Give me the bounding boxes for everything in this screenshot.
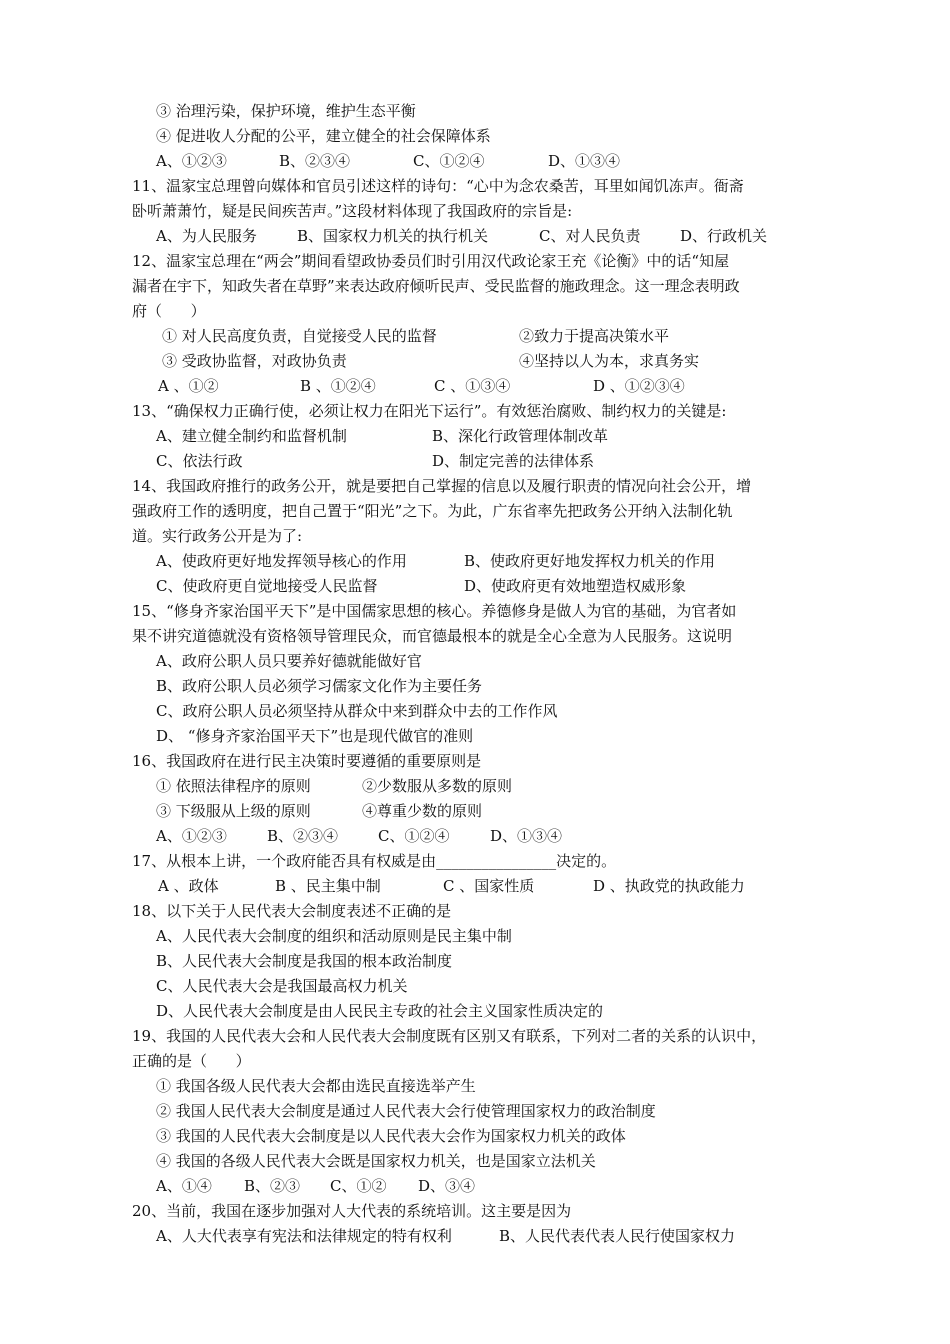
q12-option-a: A 、①② bbox=[158, 377, 219, 395]
q10-option-b: B、②③④ bbox=[279, 152, 351, 170]
q14-stem-line3: 道。实行政务公开是为了: bbox=[132, 527, 303, 545]
q11-stem-line1: 11、温家宝总理曾向媒体和官员引述这样的诗句：“心中为念农桑苦，耳里如闻饥冻声。衙斋 bbox=[132, 177, 744, 195]
q19-item-2: ② 我国人民代表大会制度是通过人民代表大会行使管理国家权力的政治制度 bbox=[156, 1102, 656, 1120]
q19-option-d: D、③④ bbox=[418, 1177, 476, 1195]
q18-option-c: C、人民代表大会是我国最高权力机关 bbox=[156, 977, 408, 995]
q19-stem-line1: 19、我国的人民代表大会和人民代表大会制度既有区别又有联系，下列对二者的关系的认识中， bbox=[132, 1027, 767, 1045]
q10-item-3: ③ 治理污染，保护环境，维护生态平衡 bbox=[156, 102, 416, 120]
q18-option-b: B、人民代表大会制度是我国的根本政治制度 bbox=[156, 952, 453, 970]
q16-item-2: ②少数服从多数的原则 bbox=[362, 777, 513, 795]
q14-option-a: A、使政府更好地发挥领导核心的作用 bbox=[156, 552, 407, 570]
q16-item-4: ④尊重少数的原则 bbox=[362, 802, 483, 820]
q13-option-b: B、深化行政管理体制改革 bbox=[432, 427, 609, 445]
q10-option-c: C、①②④ bbox=[413, 152, 485, 170]
q12-option-d: D 、①②③④ bbox=[593, 377, 685, 395]
q19-item-1: ① 我国各级人民代表大会都由选民直接选举产生 bbox=[156, 1077, 476, 1095]
q14-stem-line1: 14、我国政府推行的政务公开，就是要把自己掌握的信息以及履行职责的情况向社会公开，增 bbox=[132, 477, 752, 495]
q16-stem-line1: 16、我国政府在进行民主决策时要遵循的重要原则是 bbox=[132, 752, 482, 770]
q15-option-b: B、政府公职人员必须学习儒家文化作为主要任务 bbox=[156, 677, 483, 695]
q18-stem-line1: 18、以下关于人民代表大会制度表述不正确的是 bbox=[132, 902, 452, 920]
q11-option-b: B、国家权力机关的执行机关 bbox=[297, 227, 489, 245]
q10-option-a: A、①②③ bbox=[156, 152, 227, 170]
q19-option-c: C、①② bbox=[330, 1177, 387, 1195]
q17-answer-blank[interactable]: ________________ bbox=[436, 852, 557, 870]
q20-stem-line1: 20、当前，我国在逐步加强对人大代表的系统培训。这主要是因为 bbox=[132, 1202, 572, 1220]
q19-stem-line2: 正确的是（ ） bbox=[132, 1052, 251, 1070]
q17-stem bbox=[132, 851, 616, 871]
q16-option-b: B、②③④ bbox=[267, 827, 339, 845]
q18-option-d: D、人民代表大会制度是由人民民主专政的社会主义国家性质决定的 bbox=[156, 1002, 604, 1020]
q12-stem-line3: 府（ ） bbox=[132, 302, 206, 320]
q12-option-b: B 、①②④ bbox=[300, 377, 376, 395]
q10-option-d: D、①③④ bbox=[548, 152, 621, 170]
q13-option-d: D、制定完善的法律体系 bbox=[432, 452, 595, 470]
q12-stem-line2: 漏者在宇下，知政失者在草野”来表达政府倾听民声、受民监督的施政理念。这一理念表明政 bbox=[132, 277, 740, 295]
q11-stem-line2: 卧听萧萧竹，疑是民间疾苦声。”这段材料体现了我国政府的宗旨是: bbox=[132, 202, 573, 220]
q10-item-4: ④ 促进收人分配的公平，建立健全的社会保障体系 bbox=[156, 127, 491, 145]
q15-option-a: A、政府公职人员只要养好德就能做好官 bbox=[156, 652, 422, 670]
q11-option-c: C、对人民负责 bbox=[539, 227, 641, 245]
q11-option-a: A、为人民服务 bbox=[156, 227, 257, 245]
q15-option-c: C、政府公职人员必须坚持从群众中来到群众中去的工作作风 bbox=[156, 702, 558, 720]
q12-item-2: ②致力于提高决策水平 bbox=[519, 327, 670, 345]
q12-stem-line1: 12、温家宝总理在“两会”期间看望政协委员们时引用汉代政论家王充《论衡》中的话“知屋 bbox=[132, 252, 730, 270]
q17-stem-after: 决定的。 bbox=[556, 852, 617, 870]
q14-stem-line2: 强政府工作的透明度，把自己置于“阳光”之下。为此，广东省率先把政务公开纳入法制化轨 bbox=[132, 502, 733, 520]
q16-option-c: C、①②④ bbox=[378, 827, 450, 845]
q17-option-c: C 、国家性质 bbox=[443, 877, 535, 895]
q12-item-4: ④坚持以人为本，求真务实 bbox=[519, 352, 700, 370]
q14-option-c: C、使政府更自觉地接受人民监督 bbox=[156, 577, 378, 595]
q13-option-c: C、依法行政 bbox=[156, 452, 243, 470]
q17-option-b: B 、民主集中制 bbox=[275, 877, 381, 895]
q12-item-3: ③ 受政协监督，对政协负责 bbox=[162, 352, 347, 370]
q12-option-c: C 、①③④ bbox=[434, 377, 511, 395]
q15-stem-line2: 果不讲究道德就没有资格领导管理民众，而官德最根本的就是全心全意为人民服务。这说明 bbox=[132, 627, 733, 645]
q13-stem-line1: 13、“确保权力正确行使，必须让权力在阳光下运行”。有效惩治腐败、制约权力的关键是: bbox=[132, 402, 727, 420]
q17-option-a: A 、政体 bbox=[158, 877, 219, 895]
q17-stem-before: 17、从根本上讲，一个政府能否具有权威是由 bbox=[132, 852, 437, 870]
q16-option-a: A、①②③ bbox=[156, 827, 227, 845]
q16-item-1: ① 依照法律程序的原则 bbox=[156, 777, 311, 795]
q19-option-a: A、①④ bbox=[156, 1177, 212, 1195]
q16-option-d: D、①③④ bbox=[490, 827, 563, 845]
q13-option-a: A、建立健全制约和监督机制 bbox=[156, 427, 347, 445]
q12-item-1: ① 对人民高度负责，自觉接受人民的监督 bbox=[162, 327, 437, 345]
q20-option-b: B、人民代表代表人民行使国家权力 bbox=[499, 1227, 736, 1245]
q19-item-3: ③ 我国的人民代表大会制度是以人民代表大会作为国家权力机关的政体 bbox=[156, 1127, 626, 1145]
q15-stem-line1: 15、“修身齐家治国平天下”是中国儒家思想的核心。养德修身是做人为官的基础，为官者如 bbox=[132, 602, 737, 620]
q15-option-d: D、 “修身齐家治国平天下”也是现代做官的准则 bbox=[156, 727, 474, 745]
q11-option-d: D、行政机关 bbox=[680, 227, 768, 245]
q18-option-a: A、人民代表大会制度的组织和活动原则是民主集中制 bbox=[156, 927, 512, 945]
q16-item-3: ③ 下级服从上级的原则 bbox=[156, 802, 311, 820]
q20-option-a: A、人大代表享有宪法和法律规定的特有权利 bbox=[156, 1227, 452, 1245]
q14-option-b: B、使政府更好地发挥权力机关的作用 bbox=[464, 552, 716, 570]
q14-option-d: D、使政府更有效地塑造权威形象 bbox=[464, 577, 687, 595]
q19-option-b: B、②③ bbox=[244, 1177, 301, 1195]
q17-option-d: D 、执政党的执政能力 bbox=[593, 877, 745, 895]
q19-item-4: ④ 我国的各级人民代表大会既是国家权力机关，也是国家立法机关 bbox=[156, 1152, 596, 1170]
